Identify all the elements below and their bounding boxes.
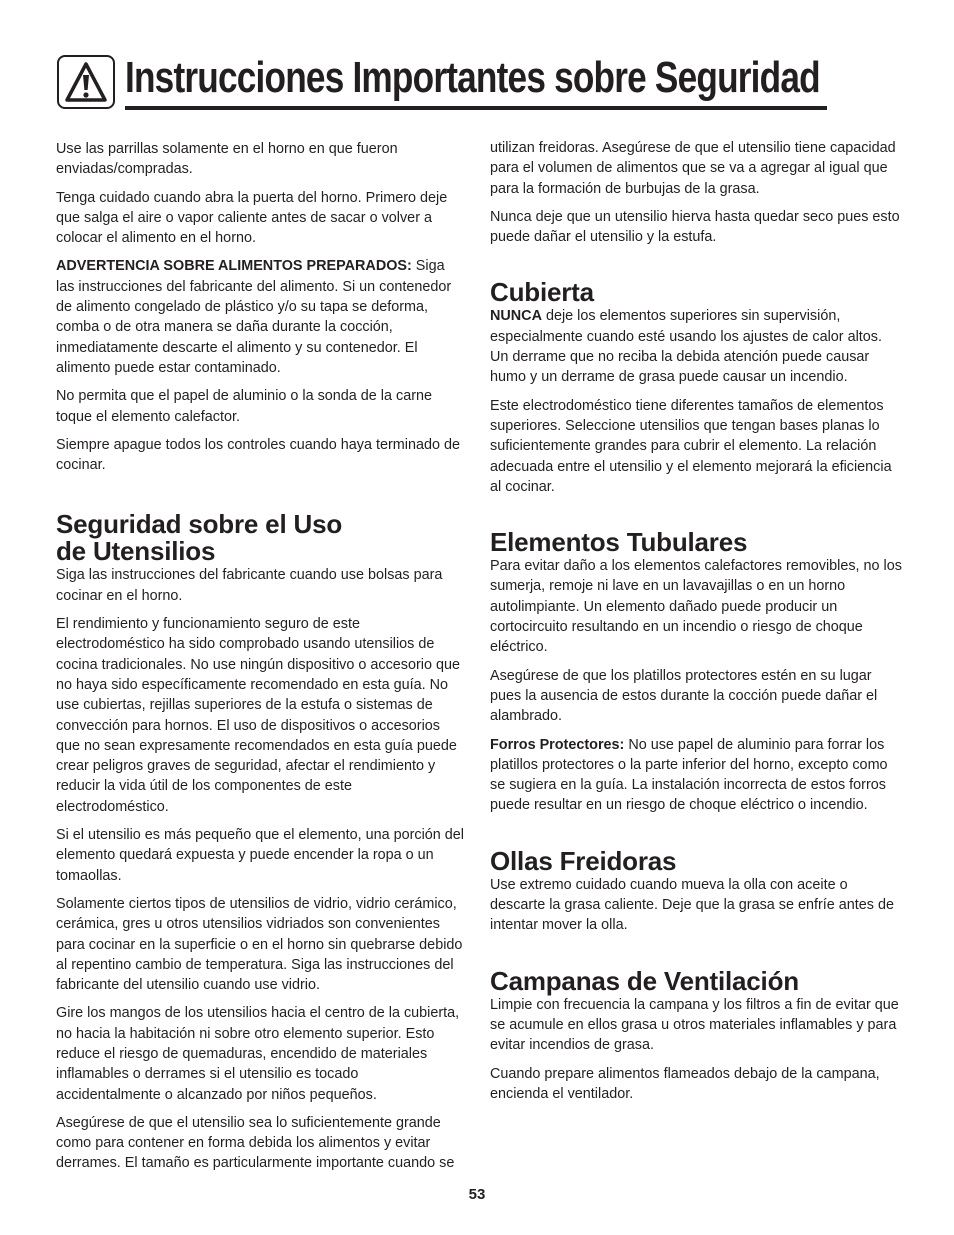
left-column [56, 139, 466, 1182]
paragraph: Cuando prepare alimentos flameados debajo de la campana, encienda el ventilador. [490, 1065, 880, 1102]
paragraph [490, 306, 902, 387]
paragraph-text: Siga las instrucciones del fabricante del alimento. Si un contenedor de alimento congelado de plástico y/o su tapa se deforma, comba o de otra manera se daña durante la cocción, inmediatamente descarte el alimento y su contenedor. El alimento puede estar contaminado. [56, 258, 452, 376]
section-heading-campanas: Campanas de Ventilación [490, 965, 799, 996]
paragraph: Gire los mangos de los utensilios hacia el centro de la cubierta, no hacia la habitación ni sobre otro elemento superior. Esto reduce el riesgo de quemaduras, encendido de materiales inflamables o derrames si el utensilio es tocado accidentalmente o alcanzado por niños pequeños. [56, 1005, 460, 1103]
paragraph: El rendimiento y funcionamiento seguro de este electrodoméstico ha sido comprobado usando utensilios de cocina tradicionales. No use ningún dispositivo o accesorio que no haya sido específicamente recomendado en esta guía. No use cubiertas, rejillas superiores de la estufa o sistemas de convección para hornos. El uso de dispositivos o accesorios que no sean expresamente recomendados en esta guía puede crear peligros graves de seguridad, afectar el rendimiento y reducir la vida útil de los componentes de este electrodoméstico. [56, 616, 460, 815]
paragraph: Tenga cuidado cuando abra la puerta del horno. Primero deje que salga el aire o vapor caliente antes de sacar o volver a colocar el alimento en el horno. [56, 189, 448, 247]
right-column [490, 138, 902, 1112]
paragraph: Para evitar daño a los elementos calefactores removibles, no los sumerja, remoje ni lave en un lavavajillas o en un horno autolimpiante. Un elemento dañado puede producir un cortocircuito resultando en un incendio o riesgo de choque eléctrico. [490, 558, 902, 656]
section-heading-utensilios [56, 511, 466, 565]
paragraph: Si el utensilio es más pequeño que el elemento, una porción del elemento quedará expuesta y puede encender la ropa o un tomaollas. [56, 827, 465, 884]
paragraph: Use extremo cuidado cuando mueva la olla con aceite o descarte la grasa caliente. Deje que la grasa se enfríe antes de intentar mover la olla. [490, 876, 894, 934]
paragraph: Asegúrese de que los platillos protectores estén en su lugar pues la ausencia de estos durante la cocción puede dañar el alambrado. [490, 667, 878, 725]
heading-line: Seguridad sobre el Uso [56, 509, 343, 540]
paragraph: Limpie con frecuencia la campana y los filtros a fin de evitar que se acumule en ellos grasa u otros materiales inflamables y para evitar incendios de grasa. [490, 996, 899, 1054]
paragraph: utilizan freidoras. Asegúrese de que el utensilio tiene capacidad para el volumen de alimentos que se va a agregar al igual que para la formación de burbujas de la grasa. [490, 140, 896, 197]
section-heading-elementos-tubulares: Elementos Tubulares [490, 527, 748, 558]
paragraph: Este electrodoméstico tiene diferentes tamaños de elementos superiores. Seleccione utensilios que tengan bases planas lo suficientemente grandes para cubrir el elemento. La relación adecuada entre el utensilio y el elemento mejorará la eficiencia al cocinar. [490, 397, 892, 495]
warning-icon [57, 55, 115, 109]
paragraph: Solamente ciertos tipos de utensilios de vidrio, vidrio cerámico, cerámica, gres u otros utensilios vidriados son convenientes para cocinar en la superficie o en el horno sin quebrarse debido al repentino cambio de temperatura. Siga las instrucciones del fabricante del utensilio cuando use vidrio. [56, 895, 463, 994]
nunca-lead: NUNCA [490, 308, 542, 325]
paragraph [490, 735, 902, 816]
paragraph [56, 256, 466, 378]
paragraph: Nunca deje que un utensilio hierva hasta quedar seco pues esto puede dañar el utensilio y la estufa. [490, 208, 900, 246]
paragraph: Siempre apague todos los controles cuando haya terminado de cocinar. [56, 436, 460, 474]
forros-lead: Forros Protectores: [490, 736, 625, 753]
warning-lead: ADVERTENCIA SOBRE ALIMENTOS PREPARADOS: [56, 258, 412, 275]
title-underline [125, 106, 827, 110]
paragraph: Siga las instrucciones del fabricante cuando use bolsas para cocinar en el horno. [56, 567, 443, 604]
section-heading-ollas-freidoras: Ollas Freidoras [490, 845, 677, 876]
page-header [57, 54, 827, 116]
paragraph: Asegúrese de que el utensilio sea lo suficientemente grande como para contener en forma debida los alimentos y evitar derrames. El tamaño es particularmente importante cuando se [56, 1114, 455, 1172]
heading-line: de Utensilios [56, 536, 216, 567]
page-number: 53 [468, 1186, 486, 1203]
paragraph-text: No use papel de aluminio para forrar los platillos protectores o la parte inferior del horno, excepto como se sugiera en la guía. La instalación incorrecta de estos forros puede resultar en un riesgo de choque eléctrico o incendio. [490, 736, 888, 814]
paragraph: No permita que el papel de aluminio o la sonda de la carne toque el elemento calefactor. [56, 388, 432, 425]
section-heading-cubierta: Cubierta [490, 277, 594, 308]
page-title: Instrucciones Importantes sobre Seguridad [125, 53, 820, 102]
paragraph-text: deje los elementos superiores sin supervisión, especialmente cuando esté usando los ajustes de calor altos. Un derrame que no reciba la debida atención puede causar humo y un derrame de grasa puede causar un incendio. [490, 308, 882, 386]
paragraph: Use las parrillas solamente en el horno en que fueron enviadas/compradas. [56, 141, 398, 178]
